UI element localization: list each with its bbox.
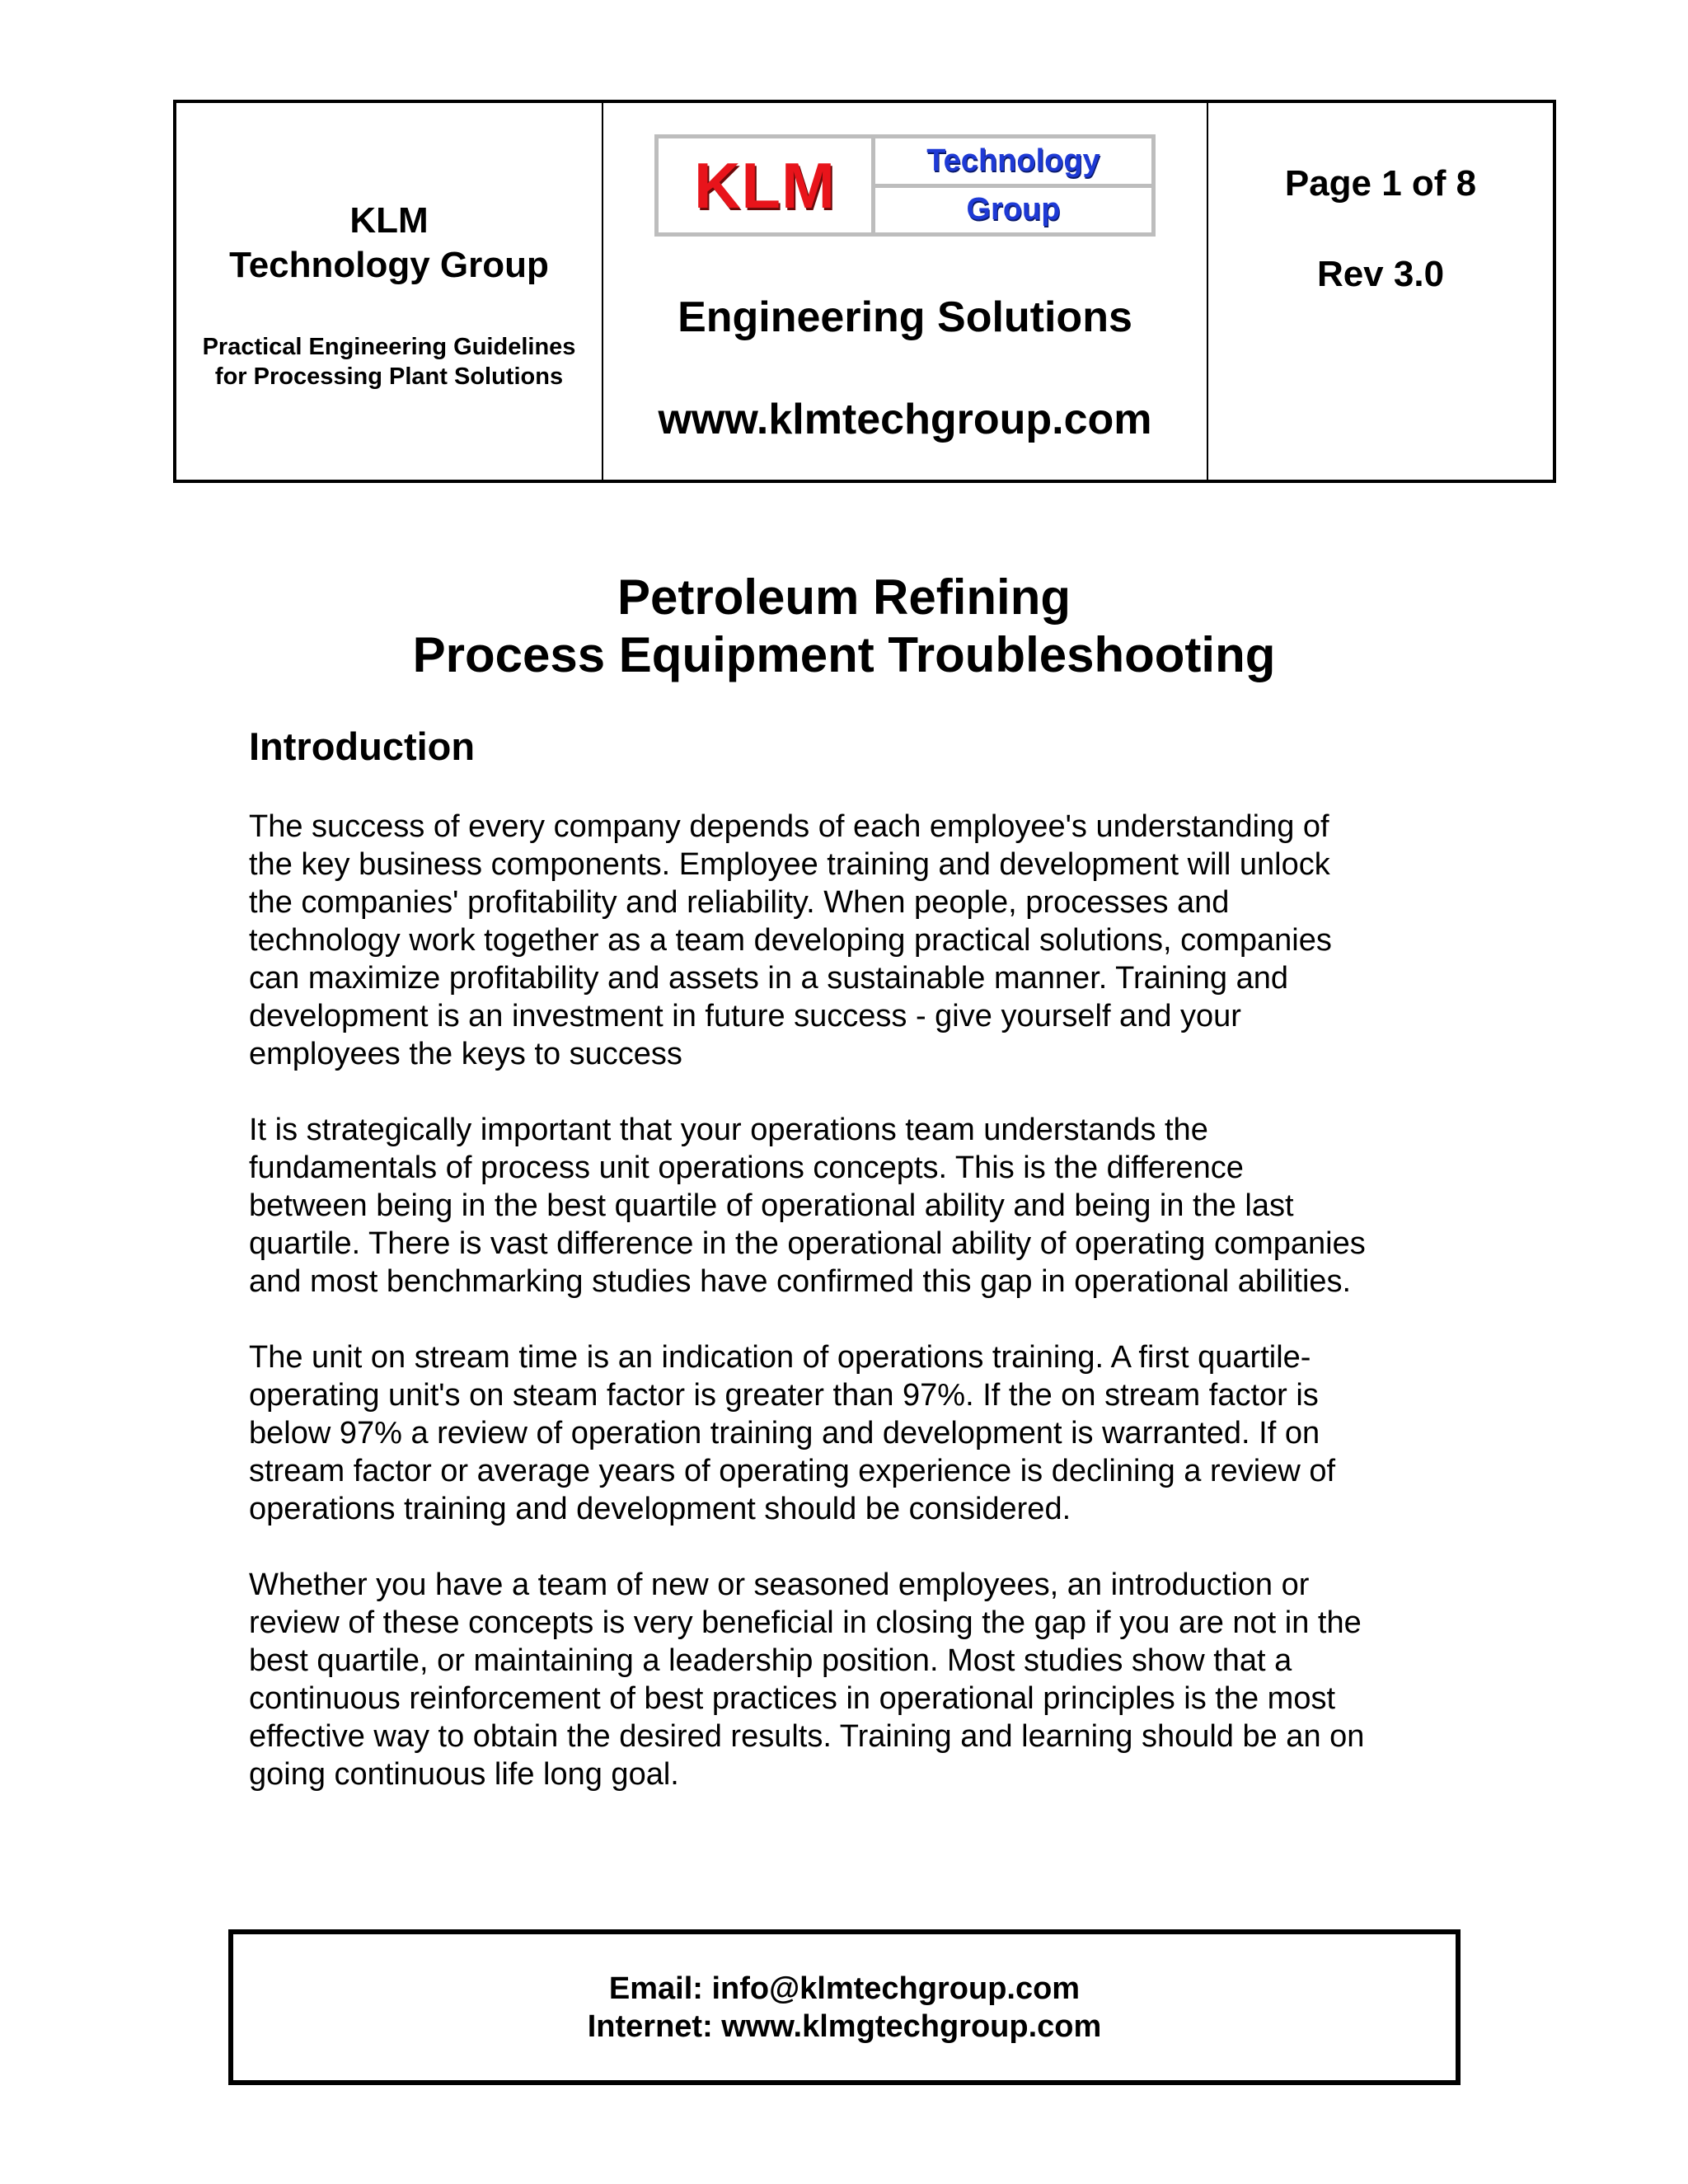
header-center-cell: [603, 103, 1208, 480]
logo-group-text: Group: [966, 192, 1061, 227]
contact-footer: [228, 1929, 1461, 2085]
document-header: [173, 100, 1556, 483]
document-title-line2: Process Equipment Troubleshooting: [412, 627, 1276, 682]
document-title: [0, 569, 1688, 684]
org-tagline-line2: for Processing Plant Solutions: [214, 363, 564, 390]
section-heading: Introduction: [249, 724, 476, 768]
org-tagline: [176, 332, 602, 391]
footer-internet: Internet: www.klmgtechgroup.com: [587, 2008, 1102, 2044]
body-text: [249, 808, 1452, 1831]
engineering-solutions: Engineering Solutions: [678, 293, 1132, 341]
paragraph: Whether you have a team of new or seasoned employees, an introduction or review of these concepts is very beneficial in closing the gap if you are not in the best quartile, or maintaining a leadership position. Most studies show that a continuous reinforcement of best practices in operational principles is the most effective way to obtain the desired results. Training and learning should be an on going continuous life long goal.: [249, 1568, 1365, 1792]
page-number: Page 1 of 8: [1284, 163, 1477, 204]
footer-email: Email: info@klmtechgroup.com: [608, 1971, 1081, 2006]
logo-klm-text: KLM: [659, 138, 875, 232]
revision: Rev 3.0: [1316, 254, 1445, 294]
document-title-line1: Petroleum Refining: [617, 569, 1071, 625]
logo-right-block: [875, 138, 1151, 232]
header-org-cell: [176, 103, 603, 480]
org-tagline-line1: Practical Engineering Guidelines: [202, 334, 576, 360]
org-name-line1: KLM: [349, 200, 429, 241]
paragraph: The success of every company depends of each employee's understanding of the key business components. Employee training and development will unlock the companies' profitability and reliability. When people, processes and technology work together as a team developing practical solutions, companies can maximize profitability and assets in a sustainable manner. Training and development is an investment in future success - give yourself and your employees the keys to success: [249, 809, 1332, 1071]
org-name-line2: Technology Group: [229, 245, 549, 285]
org-name: [176, 199, 602, 288]
logo-technology-text: Technology: [875, 138, 1151, 188]
header-website: www.klmtechgroup.com: [658, 396, 1152, 443]
paragraph: It is strategically important that your operations team understands the fundamentals of process unit operations concepts. This is the difference between being in the best quartile of operational ability and being in the last quartile. There is vast difference in the operational ability of operating companies and most benchmarking studies have confirmed this gap in operational abilities.: [249, 1113, 1366, 1299]
header-page-cell: [1208, 103, 1553, 480]
klm-logo: [654, 134, 1156, 237]
paragraph: The unit on stream time is an indication of operations training. A first quartile- operating unit's on steam factor is greater than 97%. If the on stream factor is below 97% a review of operation training and development is warranted. If on stream factor or average years of operating experience is declining a review of operations training and development should be considered.: [249, 1340, 1336, 1526]
